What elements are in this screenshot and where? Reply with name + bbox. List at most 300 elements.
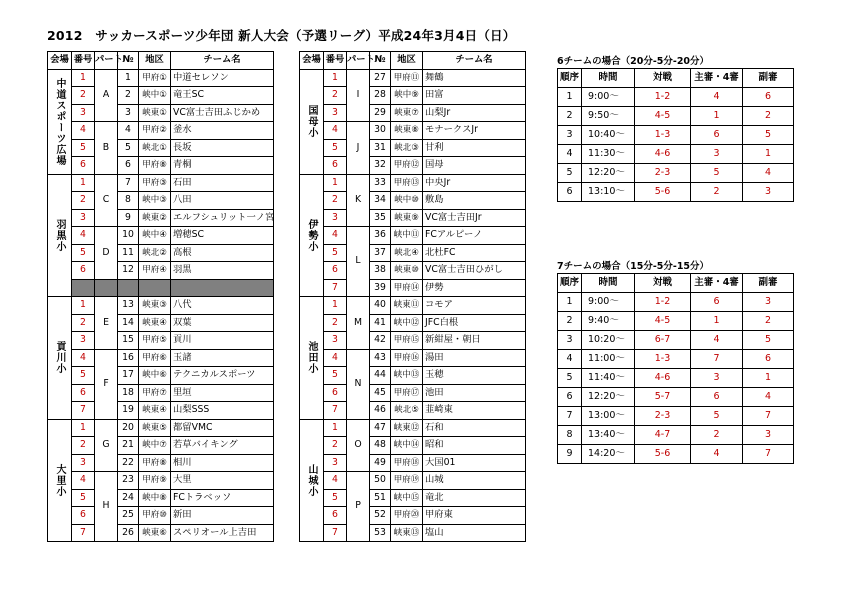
team-number: 7 bbox=[72, 524, 95, 542]
table-row bbox=[48, 69, 274, 87]
table-row bbox=[300, 157, 526, 175]
match-cell: 1-2 bbox=[635, 293, 691, 312]
region-cell: 甲府⑬ bbox=[391, 174, 423, 192]
table-row bbox=[48, 402, 274, 420]
empty-cell bbox=[95, 279, 118, 297]
schedule-header-row bbox=[558, 69, 794, 88]
team-no: 27 bbox=[370, 69, 391, 87]
order-cell: 5 bbox=[558, 164, 582, 183]
table-row bbox=[48, 244, 274, 262]
team-no: 34 bbox=[370, 192, 391, 210]
team-name: VC富士吉田ひがし bbox=[423, 262, 526, 280]
empty-cell bbox=[72, 279, 95, 297]
region-cell: 峡東⑤ bbox=[139, 419, 171, 437]
team-name: 塩山 bbox=[423, 524, 526, 542]
referee-cell: 3 bbox=[691, 369, 743, 388]
table-row bbox=[48, 122, 274, 140]
time-cell: 12:20～ bbox=[582, 388, 635, 407]
order-cell: 8 bbox=[558, 426, 582, 445]
team-no: 33 bbox=[370, 174, 391, 192]
team-number: 7 bbox=[72, 402, 95, 420]
referee-cell: 1 bbox=[691, 312, 743, 331]
region-cell: 峡中⑫ bbox=[391, 314, 423, 332]
time-cell: 14:20～ bbox=[582, 445, 635, 464]
team-number: 3 bbox=[324, 332, 347, 350]
team-number: 3 bbox=[72, 209, 95, 227]
assistant-cell: 6 bbox=[743, 88, 794, 107]
table-row bbox=[48, 87, 274, 105]
team-no: 14 bbox=[118, 314, 139, 332]
time-cell: 11:00～ bbox=[582, 350, 635, 369]
assistant-cell: 3 bbox=[743, 183, 794, 202]
assistant-cell: 2 bbox=[743, 312, 794, 331]
team-name: 池田 bbox=[423, 384, 526, 402]
region-cell: 峡北③ bbox=[391, 139, 423, 157]
match-cell: 1-3 bbox=[635, 350, 691, 369]
match-cell: 5-6 bbox=[635, 445, 691, 464]
schedule-header: 対戦 bbox=[635, 69, 691, 88]
referee-cell: 5 bbox=[691, 164, 743, 183]
order-cell: 2 bbox=[558, 312, 582, 331]
team-number: 4 bbox=[72, 122, 95, 140]
region-cell: 甲府⑤ bbox=[139, 332, 171, 350]
region-cell: 甲府④ bbox=[139, 262, 171, 280]
team-name: 双葉 bbox=[171, 314, 274, 332]
team-no: 16 bbox=[118, 349, 139, 367]
table-row bbox=[48, 472, 274, 490]
order-cell: 6 bbox=[558, 183, 582, 202]
table-header-row bbox=[300, 52, 526, 70]
table-row bbox=[300, 384, 526, 402]
team-no: 36 bbox=[370, 227, 391, 245]
referee-cell: 7 bbox=[691, 350, 743, 369]
team-name: 国母 bbox=[423, 157, 526, 175]
schedule-row bbox=[558, 426, 794, 445]
team-name: 竜王SC bbox=[171, 87, 274, 105]
region-cell: 甲府② bbox=[139, 122, 171, 140]
team-name: 竜北 bbox=[423, 489, 526, 507]
team-number: 4 bbox=[72, 227, 95, 245]
team-number: 2 bbox=[324, 87, 347, 105]
team-name: VC富士吉田Jr bbox=[423, 209, 526, 227]
team-no: 24 bbox=[118, 489, 139, 507]
team-number: 4 bbox=[324, 349, 347, 367]
table-row bbox=[48, 454, 274, 472]
team-no: 18 bbox=[118, 384, 139, 402]
team-name: 伊勢 bbox=[423, 279, 526, 297]
team-number: 1 bbox=[324, 297, 347, 315]
region-cell: 甲府⑱ bbox=[391, 454, 423, 472]
team-number: 5 bbox=[324, 489, 347, 507]
schedule-7-table bbox=[557, 273, 794, 464]
team-no: 40 bbox=[370, 297, 391, 315]
team-no: 53 bbox=[370, 524, 391, 542]
region-cell: 甲府⑰ bbox=[391, 384, 423, 402]
region-cell: 甲府⑩ bbox=[139, 507, 171, 525]
empty-cell bbox=[139, 279, 171, 297]
team-name: 中央Jr bbox=[423, 174, 526, 192]
schedule-row bbox=[558, 312, 794, 331]
table-row bbox=[300, 349, 526, 367]
team-name: 大里 bbox=[171, 472, 274, 490]
team-name: 里垣 bbox=[171, 384, 274, 402]
table-row bbox=[48, 192, 274, 210]
match-cell: 4-5 bbox=[635, 107, 691, 126]
region-cell: 峡中⑪ bbox=[391, 227, 423, 245]
venue-cell: 国母小 bbox=[300, 69, 324, 174]
schedule-header: 順序 bbox=[558, 274, 582, 293]
team-name: 八田 bbox=[171, 192, 274, 210]
part-cell: H bbox=[95, 472, 118, 542]
match-cell: 5-6 bbox=[635, 183, 691, 202]
team-name: 玉諸 bbox=[171, 349, 274, 367]
table-row bbox=[300, 332, 526, 350]
team-name: 八代 bbox=[171, 297, 274, 315]
team-name: 田富 bbox=[423, 87, 526, 105]
venue-cell: 大里小 bbox=[48, 419, 72, 542]
part-cell: J bbox=[347, 122, 370, 175]
team-no: 4 bbox=[118, 122, 139, 140]
empty-cell bbox=[171, 279, 274, 297]
match-cell: 5-7 bbox=[635, 388, 691, 407]
table-row bbox=[48, 279, 274, 297]
team-no: 32 bbox=[370, 157, 391, 175]
team-number: 4 bbox=[324, 122, 347, 140]
header-venue: 会場 bbox=[48, 52, 72, 70]
region-cell: 峡中⑭ bbox=[391, 437, 423, 455]
team-name: 昭和 bbox=[423, 437, 526, 455]
region-cell: 峡中⑧ bbox=[139, 489, 171, 507]
region-cell: 峡北① bbox=[139, 139, 171, 157]
assistant-cell: 6 bbox=[743, 350, 794, 369]
schedule-row bbox=[558, 331, 794, 350]
team-name: 新田 bbox=[171, 507, 274, 525]
schedule-row bbox=[558, 126, 794, 145]
time-cell: 12:20～ bbox=[582, 164, 635, 183]
table-row bbox=[48, 437, 274, 455]
region-cell: 甲府⑫ bbox=[391, 157, 423, 175]
team-number: 4 bbox=[324, 472, 347, 490]
team-no: 39 bbox=[370, 279, 391, 297]
schedule-row bbox=[558, 369, 794, 388]
team-name: 玉穂 bbox=[423, 367, 526, 385]
table-row bbox=[48, 209, 274, 227]
team-no: 22 bbox=[118, 454, 139, 472]
team-name: エルフシュリット一ノ宮 bbox=[171, 209, 274, 227]
table-row bbox=[300, 227, 526, 245]
page-title: 2012 サッカースポーツ少年団 新人大会（予選リーグ）平成24年3月4日（日） bbox=[47, 28, 516, 43]
team-number: 6 bbox=[72, 262, 95, 280]
order-cell: 4 bbox=[558, 350, 582, 369]
time-cell: 9:40～ bbox=[582, 312, 635, 331]
order-cell: 5 bbox=[558, 369, 582, 388]
team-no: 49 bbox=[370, 454, 391, 472]
region-cell: 峡東⑫ bbox=[391, 419, 423, 437]
part-cell: F bbox=[95, 349, 118, 419]
team-table-right bbox=[299, 51, 526, 542]
region-cell: 甲府⑭ bbox=[391, 279, 423, 297]
schedule-header: 時間 bbox=[582, 69, 635, 88]
table-row bbox=[300, 174, 526, 192]
header-team: チーム名 bbox=[171, 52, 274, 70]
table-row bbox=[300, 104, 526, 122]
team-name: 大国01 bbox=[423, 454, 526, 472]
team-number: 5 bbox=[72, 489, 95, 507]
team-number: 3 bbox=[324, 454, 347, 472]
team-no: 21 bbox=[118, 437, 139, 455]
team-no: 1 bbox=[118, 69, 139, 87]
match-cell: 2-3 bbox=[635, 164, 691, 183]
team-no: 48 bbox=[370, 437, 391, 455]
table-row bbox=[300, 69, 526, 87]
order-cell: 9 bbox=[558, 445, 582, 464]
team-number: 6 bbox=[324, 384, 347, 402]
team-no: 2 bbox=[118, 87, 139, 105]
region-cell: 峡北⑤ bbox=[391, 402, 423, 420]
team-no: 17 bbox=[118, 367, 139, 385]
region-cell: 峡東④ bbox=[139, 314, 171, 332]
region-cell: 峡東⑥ bbox=[139, 524, 171, 542]
team-no: 50 bbox=[370, 472, 391, 490]
time-cell: 9:00～ bbox=[582, 88, 635, 107]
team-name: 甘利 bbox=[423, 139, 526, 157]
venue-cell: 羽黒小 bbox=[48, 174, 72, 297]
empty-cell bbox=[118, 279, 139, 297]
order-cell: 2 bbox=[558, 107, 582, 126]
team-no: 26 bbox=[118, 524, 139, 542]
header-no: № bbox=[370, 52, 391, 70]
region-cell: 峡東④ bbox=[139, 402, 171, 420]
region-cell: 甲府⑯ bbox=[391, 349, 423, 367]
team-no: 30 bbox=[370, 122, 391, 140]
region-cell: 甲府⑲ bbox=[391, 472, 423, 490]
team-number: 4 bbox=[72, 472, 95, 490]
team-number: 6 bbox=[72, 507, 95, 525]
header-part: パート bbox=[95, 52, 118, 70]
team-number: 3 bbox=[72, 332, 95, 350]
team-name: 石和 bbox=[423, 419, 526, 437]
match-cell: 4-7 bbox=[635, 426, 691, 445]
team-no: 12 bbox=[118, 262, 139, 280]
schedule-header: 副審 bbox=[743, 69, 794, 88]
team-no: 42 bbox=[370, 332, 391, 350]
assistant-cell: 5 bbox=[743, 126, 794, 145]
team-number: 1 bbox=[72, 69, 95, 87]
table-row bbox=[300, 192, 526, 210]
team-no: 41 bbox=[370, 314, 391, 332]
team-number: 2 bbox=[72, 87, 95, 105]
team-name: 湯田 bbox=[423, 349, 526, 367]
team-number: 2 bbox=[324, 314, 347, 332]
table-row bbox=[48, 139, 274, 157]
table-row bbox=[48, 507, 274, 525]
referee-cell: 2 bbox=[691, 426, 743, 445]
team-name: 石田 bbox=[171, 174, 274, 192]
team-no: 9 bbox=[118, 209, 139, 227]
assistant-cell: 4 bbox=[743, 164, 794, 183]
order-cell: 1 bbox=[558, 88, 582, 107]
part-cell: N bbox=[347, 349, 370, 419]
team-no: 3 bbox=[118, 104, 139, 122]
team-no: 19 bbox=[118, 402, 139, 420]
header-venue: 会場 bbox=[300, 52, 324, 70]
venue-cell: 伊勢小 bbox=[300, 174, 324, 297]
table-row bbox=[48, 174, 274, 192]
assistant-cell: 1 bbox=[743, 145, 794, 164]
table-row bbox=[300, 209, 526, 227]
region-cell: 峡中⑮ bbox=[391, 489, 423, 507]
part-cell: B bbox=[95, 122, 118, 175]
team-number: 5 bbox=[324, 367, 347, 385]
team-number: 1 bbox=[324, 174, 347, 192]
region-cell: 甲府⑪ bbox=[391, 69, 423, 87]
team-no: 28 bbox=[370, 87, 391, 105]
team-name: モナークスJr bbox=[423, 122, 526, 140]
team-no: 11 bbox=[118, 244, 139, 262]
order-cell: 6 bbox=[558, 388, 582, 407]
header-no: № bbox=[118, 52, 139, 70]
time-cell: 9:50～ bbox=[582, 107, 635, 126]
region-cell: 峡中⑩ bbox=[391, 192, 423, 210]
team-no: 8 bbox=[118, 192, 139, 210]
table-row bbox=[48, 349, 274, 367]
order-cell: 4 bbox=[558, 145, 582, 164]
team-no: 47 bbox=[370, 419, 391, 437]
region-cell: 峡東① bbox=[139, 104, 171, 122]
table-row bbox=[48, 489, 274, 507]
region-cell: 甲府⑳ bbox=[391, 507, 423, 525]
match-cell: 4-5 bbox=[635, 312, 691, 331]
team-no: 37 bbox=[370, 244, 391, 262]
schedule-6-title: 6チームの場合（20分-5分-20分） bbox=[557, 56, 710, 67]
team-no: 7 bbox=[118, 174, 139, 192]
referee-cell: 4 bbox=[691, 331, 743, 350]
header-region: 地区 bbox=[139, 52, 171, 70]
table-row bbox=[48, 227, 274, 245]
table-row bbox=[300, 524, 526, 542]
region-cell: 峡中① bbox=[139, 87, 171, 105]
team-name: 都留VMC bbox=[171, 419, 274, 437]
team-no: 43 bbox=[370, 349, 391, 367]
region-cell: 峡東⑪ bbox=[391, 297, 423, 315]
team-no: 13 bbox=[118, 297, 139, 315]
team-name: 長坂 bbox=[171, 139, 274, 157]
table-row bbox=[300, 367, 526, 385]
schedule-header: 主審・4審 bbox=[691, 274, 743, 293]
team-name: 羽黒 bbox=[171, 262, 274, 280]
team-number: 5 bbox=[72, 139, 95, 157]
assistant-cell: 2 bbox=[743, 107, 794, 126]
team-no: 38 bbox=[370, 262, 391, 280]
part-cell: I bbox=[347, 69, 370, 122]
referee-cell: 6 bbox=[691, 388, 743, 407]
region-cell: 甲府⑧ bbox=[139, 454, 171, 472]
match-cell: 4-6 bbox=[635, 145, 691, 164]
team-number: 2 bbox=[72, 314, 95, 332]
table-row bbox=[48, 297, 274, 315]
team-no: 31 bbox=[370, 139, 391, 157]
region-cell: 峡中③ bbox=[139, 192, 171, 210]
referee-cell: 4 bbox=[691, 88, 743, 107]
assistant-cell: 5 bbox=[743, 331, 794, 350]
team-number: 3 bbox=[72, 104, 95, 122]
referee-cell: 5 bbox=[691, 407, 743, 426]
region-cell: 甲府⑨ bbox=[139, 472, 171, 490]
team-name: 増穂SC bbox=[171, 227, 274, 245]
table-row bbox=[300, 262, 526, 280]
schedule-row bbox=[558, 407, 794, 426]
table-row bbox=[300, 139, 526, 157]
assistant-cell: 4 bbox=[743, 388, 794, 407]
region-cell: 峡東⑬ bbox=[391, 524, 423, 542]
venue-cell: 中道スポーツ広場 bbox=[48, 69, 72, 174]
region-cell: 甲府⑦ bbox=[139, 384, 171, 402]
team-no: 52 bbox=[370, 507, 391, 525]
table-row bbox=[48, 157, 274, 175]
header-num: 番号 bbox=[72, 52, 95, 70]
order-cell: 3 bbox=[558, 331, 582, 350]
schedule-row bbox=[558, 293, 794, 312]
table-row bbox=[48, 419, 274, 437]
team-number: 6 bbox=[324, 157, 347, 175]
table-row bbox=[300, 402, 526, 420]
schedule-row bbox=[558, 164, 794, 183]
time-cell: 11:30～ bbox=[582, 145, 635, 164]
team-number: 1 bbox=[324, 69, 347, 87]
schedule-row bbox=[558, 183, 794, 202]
team-name: スペリオール上吉田 bbox=[171, 524, 274, 542]
team-no: 10 bbox=[118, 227, 139, 245]
region-cell: 峡東⑧ bbox=[391, 122, 423, 140]
region-cell: 峡中⑥ bbox=[139, 367, 171, 385]
match-cell: 1-2 bbox=[635, 88, 691, 107]
team-number: 5 bbox=[72, 367, 95, 385]
team-number: 3 bbox=[324, 209, 347, 227]
team-number: 6 bbox=[72, 157, 95, 175]
region-cell: 峡中⑬ bbox=[391, 367, 423, 385]
region-cell: 峡中④ bbox=[139, 227, 171, 245]
region-cell: 峡東② bbox=[139, 209, 171, 227]
time-cell: 13:00～ bbox=[582, 407, 635, 426]
team-no: 51 bbox=[370, 489, 391, 507]
table-row bbox=[300, 489, 526, 507]
team-name: 高根 bbox=[171, 244, 274, 262]
schedule-row bbox=[558, 107, 794, 126]
team-no: 5 bbox=[118, 139, 139, 157]
team-table-left bbox=[47, 51, 274, 542]
schedule-6-table bbox=[557, 68, 794, 202]
team-number: 2 bbox=[72, 437, 95, 455]
part-cell: C bbox=[95, 174, 118, 227]
team-name: 敷島 bbox=[423, 192, 526, 210]
team-no: 15 bbox=[118, 332, 139, 350]
match-cell: 1-3 bbox=[635, 126, 691, 145]
team-name: FCトラベッソ bbox=[171, 489, 274, 507]
team-number: 3 bbox=[324, 104, 347, 122]
team-name: 山梨SSS bbox=[171, 402, 274, 420]
header-region: 地区 bbox=[391, 52, 423, 70]
time-cell: 13:10～ bbox=[582, 183, 635, 202]
team-no: 35 bbox=[370, 209, 391, 227]
team-number: 4 bbox=[324, 227, 347, 245]
region-cell: 峡東⑨ bbox=[391, 209, 423, 227]
team-number: 1 bbox=[72, 174, 95, 192]
part-cell: L bbox=[347, 227, 370, 297]
venue-cell: 池田小 bbox=[300, 297, 324, 420]
part-cell: D bbox=[95, 227, 118, 280]
schedule-header: 主審・4審 bbox=[691, 69, 743, 88]
region-cell: 峡東③ bbox=[139, 297, 171, 315]
